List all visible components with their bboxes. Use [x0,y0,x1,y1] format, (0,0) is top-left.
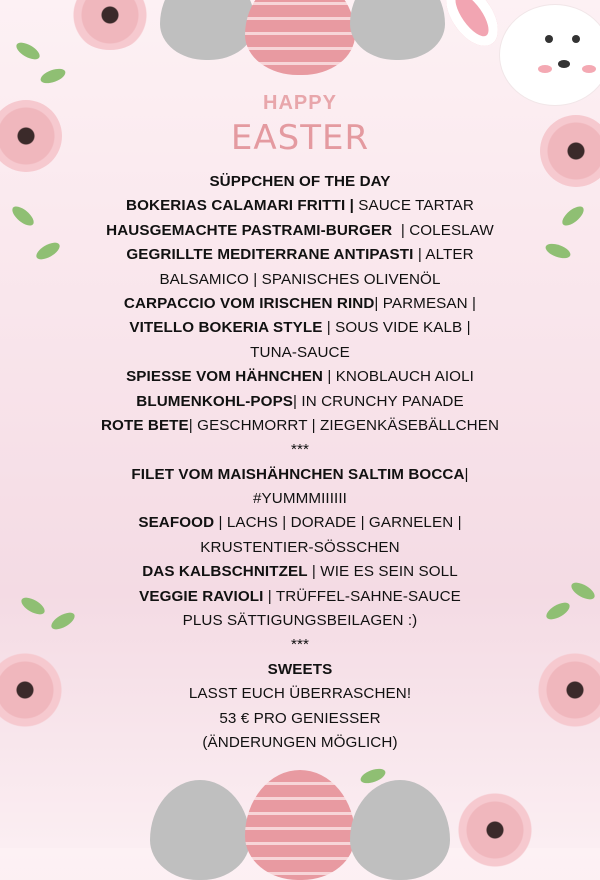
menu-line [70,658,530,682]
menu-line [70,390,530,414]
menu-item-name: BOKERIAS CALAMARI FRITTI | [126,197,354,215]
leaf [544,599,573,622]
menu-item-detail: PLUS SÄTTIGUNGSBEILAGEN :) [182,612,418,630]
bunny-ear-icon [436,0,509,55]
menu-item-name: VEGGIE RAVIOLI [139,587,264,605]
menu-item-detail: 53 € PRO GENIESSER [219,709,381,727]
menu-line [70,414,530,438]
leaf [559,203,587,229]
menu-line [70,560,530,584]
menu-item-detail: BALSAMICO | SPANISCHES OLIVENÖL [159,270,441,288]
flower-bottom-left [0,650,65,730]
happy-heading: HAPPY [263,92,337,114]
easter-egg-pink-top [245,0,355,75]
menu-list [70,170,530,755]
bunny-face-icon [500,5,600,105]
easter-egg-grey-top-right [350,0,445,60]
leaf [544,241,573,261]
menu-item-detail: KRUSTENTIER-SÖSSCHEN [200,538,400,556]
menu-line [70,341,530,365]
easter-egg-pink-bottom [245,770,355,880]
menu-line [70,316,530,340]
menu-line [70,292,530,316]
menu-line [70,243,530,267]
menu-item-name: ROTE BETE [100,416,189,434]
menu-item-name: SÜPPCHEN OF THE DAY [209,173,391,190]
menu-line [70,463,530,487]
menu-line [70,682,530,706]
menu-item-detail: | [464,465,469,483]
menu-item-detail: (ÄNDERUNGEN MÖGLICH) [202,733,398,751]
menu-item-name: SPIESSE VOM HÄHNCHEN [126,368,324,386]
menu-item-detail: | IN CRUNCHY PANADE [293,392,464,410]
menu-line [70,536,530,560]
menu-line [70,609,530,633]
menu-item-detail: | ALTER [413,246,474,264]
menu-line [70,438,530,462]
menu-item-name: FILET VOM MAISHÄHNCHEN SALTIM BOCCA [131,465,465,483]
leaf [19,594,48,617]
menu-line [70,707,530,731]
easter-egg-grey-bottom-left [150,780,250,880]
menu-line [70,633,530,657]
menu-item-detail: | WIE ES SEIN SOLL [307,563,458,581]
menu-item-detail: *** [290,636,310,654]
menu-line [70,731,530,755]
flower-top-left-2 [70,0,150,50]
menu-item-detail: #YUMMMIIIIII [252,490,348,508]
flower-top-left [0,100,62,172]
menu-item-detail: | SOUS VIDE KALB | [322,319,471,337]
flower-bottom-right-2 [450,790,540,870]
leaf [39,66,68,86]
menu-line [70,219,530,243]
menu-item-name: GEGRILLTE MEDITERRANE ANTIPASTI [126,246,414,264]
leaf [9,203,37,229]
menu-item-detail: TUNA-SAUCE [250,343,350,361]
menu-item-detail: *** [290,441,310,459]
menu-item-detail: | GESCHMORRT | ZIEGENKÄSEBÄLLCHEN [188,416,500,434]
easter-heading: EASTER [230,118,370,158]
menu-line [70,511,530,535]
menu-line [70,365,530,389]
menu-line [70,268,530,292]
menu-line [70,194,530,218]
leaf [569,579,598,602]
menu-item-name: SEAFOOD [138,514,215,532]
leaf [34,239,63,262]
menu-item-name: DAS KALBSCHNITZEL [142,563,308,581]
menu-item-detail: | COLESLAW [392,221,494,239]
menu-item-detail: | TRÜFFEL-SAHNE-SAUCE [263,587,461,605]
menu-item-detail: | LACHS | DORADE | GARNELEN | [214,514,462,532]
menu-item-name: HAUSGEMACHTE PASTRAMI-BURGER [106,221,393,239]
menu-item-name: BLUMENKOHL-POPS [136,392,294,410]
menu-item-detail: SAUCE TARTAR [353,197,474,215]
menu-item-name: SWEETS [267,660,333,678]
flower-right-upper [540,115,600,187]
menu-item-name: CARPACCIO VOM IRISCHEN RIND [123,294,375,312]
easter-egg-grey-bottom-right [350,780,450,880]
flower-bottom-right [535,650,600,730]
menu-item-name: VITELLO BOKERIA STYLE [129,319,323,337]
menu-line [70,487,530,511]
leaf [14,39,43,62]
menu-item-detail: LASST EUCH ÜBERRASCHEN! [188,685,412,703]
easter-egg-grey-top-left [160,0,255,60]
menu-line [70,170,530,194]
leaf [199,786,228,806]
leaf [359,766,388,786]
menu-item-detail: | KNOBLAUCH AIOLI [323,368,474,386]
menu-item-detail: | PARMESAN | [374,294,477,312]
menu-line [70,585,530,609]
